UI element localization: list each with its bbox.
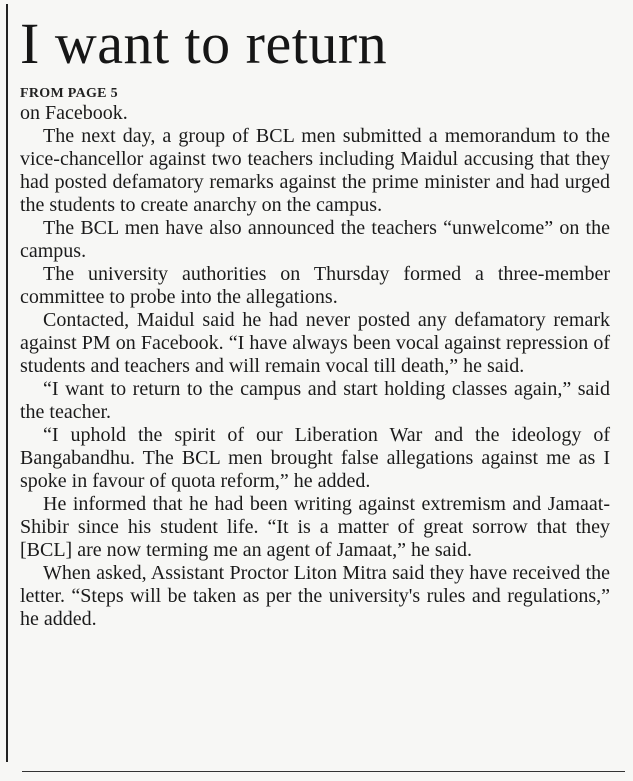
news-article [20,12,610,631]
paragraph: on Facebook. [20,102,128,124]
headline: I want to return [20,11,388,76]
paragraph: The next day, a group of BCL men submitted a memorandum to the vice-chancellor against two teachers including Maidul accusing that they had posted defamatory remarks against the prime minister and had urged the students to create anarchy on the campus. [20,125,610,216]
paragraph: “I uphold the spirit of our Liberation War and the ideology of Bangabandhu. The BCL men brought false allegations against me as I spoke in favour of quota reform,” he added. [20,424,610,492]
jump-line: FROM PAGE 5 [20,86,118,101]
paragraph: Contacted, Maidul said he had never posted any defamatory remark against PM on Facebook. “I have always been vocal against repression of students and teachers and will remain vocal till death,” he said. [20,309,610,377]
paragraph: He informed that he had been writing against extremism and Jamaat-Shibir since his student life. “It is a matter of great sorrow that they [BCL] are now terming me an agent of Jamaat,” he said. [20,493,610,561]
bottom-rule [22,771,625,772]
paragraph: When asked, Assistant Proctor Liton Mitra said they have received the letter. “Steps will be taken as per the university's rules and regulations,” he added. [20,562,610,630]
paragraph: The university authorities on Thursday formed a three-member committee to probe into the allegations. [20,263,610,308]
paragraph: The BCL men have also announced the teachers “unwelcome” on the campus. [20,217,610,262]
article-body [20,102,610,631]
column-rule-left [6,4,8,762]
paragraph: “I want to return to the campus and start holding classes again,” said the teacher. [20,378,610,423]
